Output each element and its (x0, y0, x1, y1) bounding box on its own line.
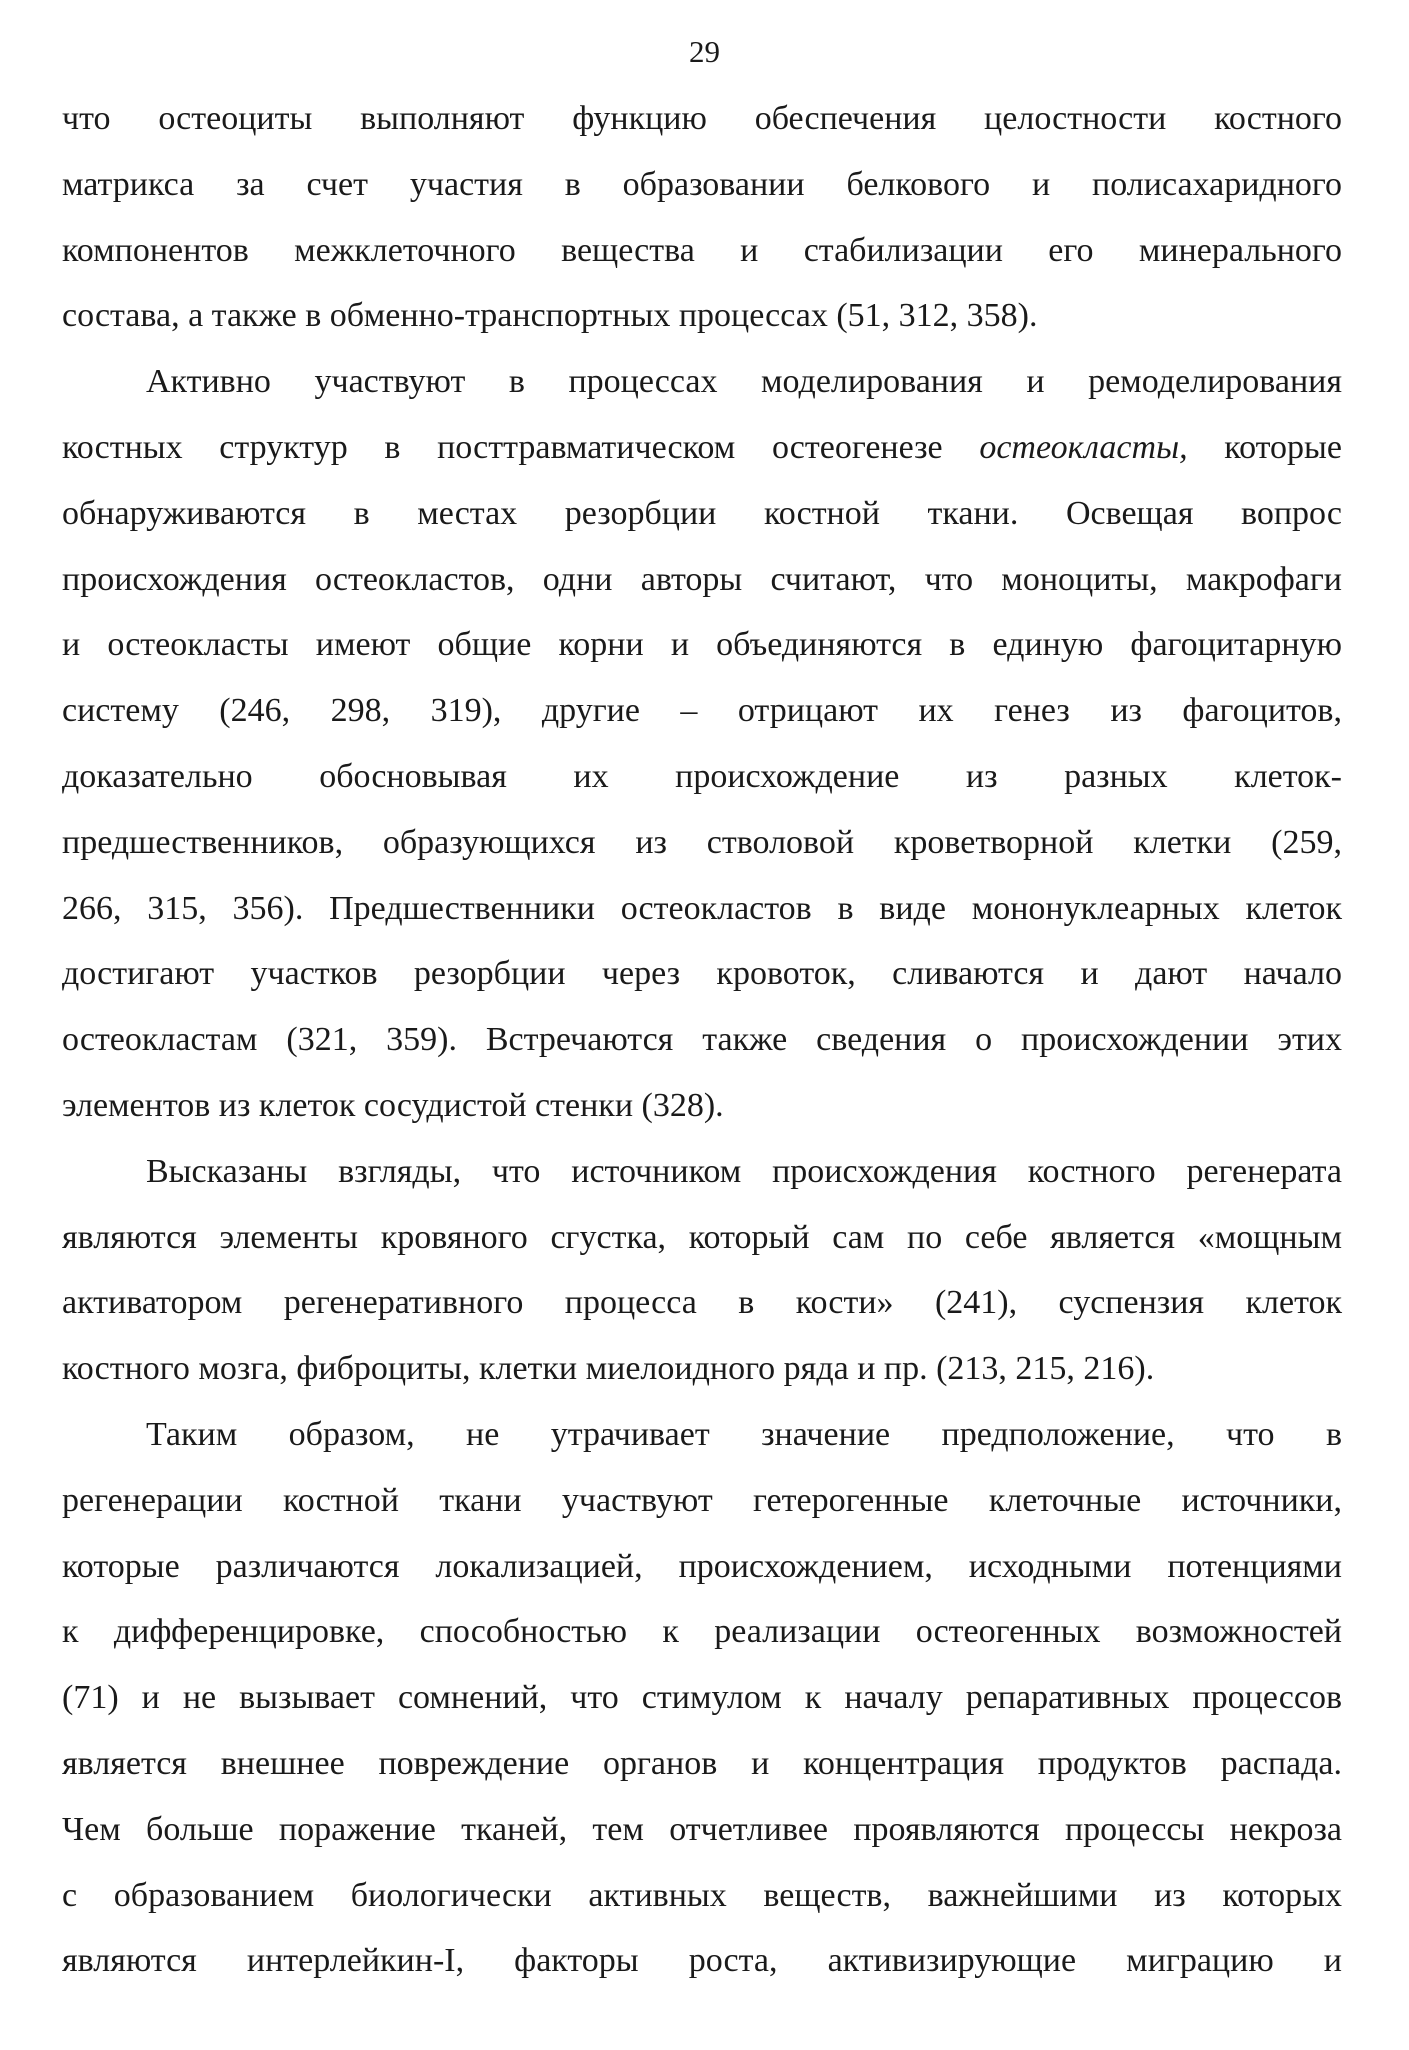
document-body (62, 86, 1342, 1994)
text-line: являются интерлейкин-I, факторы роста, активизирующие миграцию и (62, 1942, 1342, 1980)
text-line: что остеоциты выполняют функцию обеспечения целостности костного (62, 100, 1342, 137)
text-segment: которые (1187, 428, 1342, 466)
text-line: Чем больше поражение тканей, тем отчетливее проявляются процессы некроза (62, 1810, 1342, 1848)
text-line: компонентов межклеточного вещества и стабилизации его минерального (62, 231, 1342, 269)
paragraph-4 (62, 1402, 1342, 1994)
text-line: и остеокласты имеют общие корни и объединяются в единую фагоцитарную (62, 626, 1342, 664)
text-line: систему (246, 298, 319), другие – отрицают их генез из фагоцитов, (62, 692, 1342, 730)
text-line: состава, а также в обменно-транспортных процессах (51, 312, 358). (62, 297, 1038, 335)
text-line: к дифференцировке, способностью к реализации остеогенных возможностей (62, 1613, 1342, 1651)
text-segment: костных структур в посттравматическом остеогенезе (62, 428, 980, 466)
text-line: элементов из клеток сосудистой стенки (328). (62, 1086, 724, 1124)
text-line: матрикса за счет участия в образовании белкового и полисахаридного (62, 165, 1342, 203)
text-line: является внешнее повреждение органов и концентрация продуктов распада. (62, 1744, 1342, 1782)
text-line: Таким образом, не утрачивает значение предположение, что в (146, 1415, 1342, 1453)
text-line: регенерации костной ткани участвуют гетерогенные клеточные источники, (62, 1481, 1342, 1519)
text-line: достигают участков резорбции через кровоток, сливаются и дают начало (62, 955, 1342, 993)
text-line: остеокластам (321, 359). Встречаются также сведения о происхождении этих (62, 1021, 1342, 1059)
page-number: 29 (689, 34, 720, 69)
text-line-with-term (62, 415, 1342, 481)
text-line: предшественников, образующихся из стволовой кроветворной клетки (259, (62, 823, 1342, 861)
paragraph-1 (62, 86, 1342, 349)
text-line: активатором регенеративного процесса в кости» (241), суспензия клеток (62, 1284, 1342, 1322)
italic-term: остеокласты, (979, 428, 1188, 466)
text-line: доказательно обосновывая их происхождение из разных клеток- (62, 757, 1342, 795)
text-line: Активно участвуют в процессах моделирования и ремоделирования (146, 363, 1342, 401)
paragraph-3 (62, 1139, 1342, 1402)
text-line: с образованием биологически активных веществ, важнейшими из которых (62, 1876, 1342, 1914)
text-line: костного мозга, фиброциты, клетки миелоидного ряда и пр. (213, 215, 216). (62, 1350, 1155, 1388)
text-line: которые различаются локализацией, происхождением, исходными потенциями (62, 1547, 1342, 1585)
text-line: Высказаны взгляды, что источником происхождения костного регенерата (146, 1152, 1342, 1190)
text-line: являются элементы кровяного сгустка, который сам по себе является «мощным (62, 1218, 1342, 1256)
text-line: 266, 315, 356). Предшественники остеокластов в виде мононуклеарных клеток (62, 889, 1342, 927)
text-line: происхождения остеокластов, одни авторы считают, что моноциты, макрофаги (62, 560, 1342, 598)
paragraph-2 (62, 349, 1342, 1139)
text-line: обнаруживаются в местах резорбции костной ткани. Освещая вопрос (62, 494, 1342, 532)
text-line: (71) и не вызывает сомнений, что стимулом к началу репаративных процессов (62, 1679, 1342, 1717)
